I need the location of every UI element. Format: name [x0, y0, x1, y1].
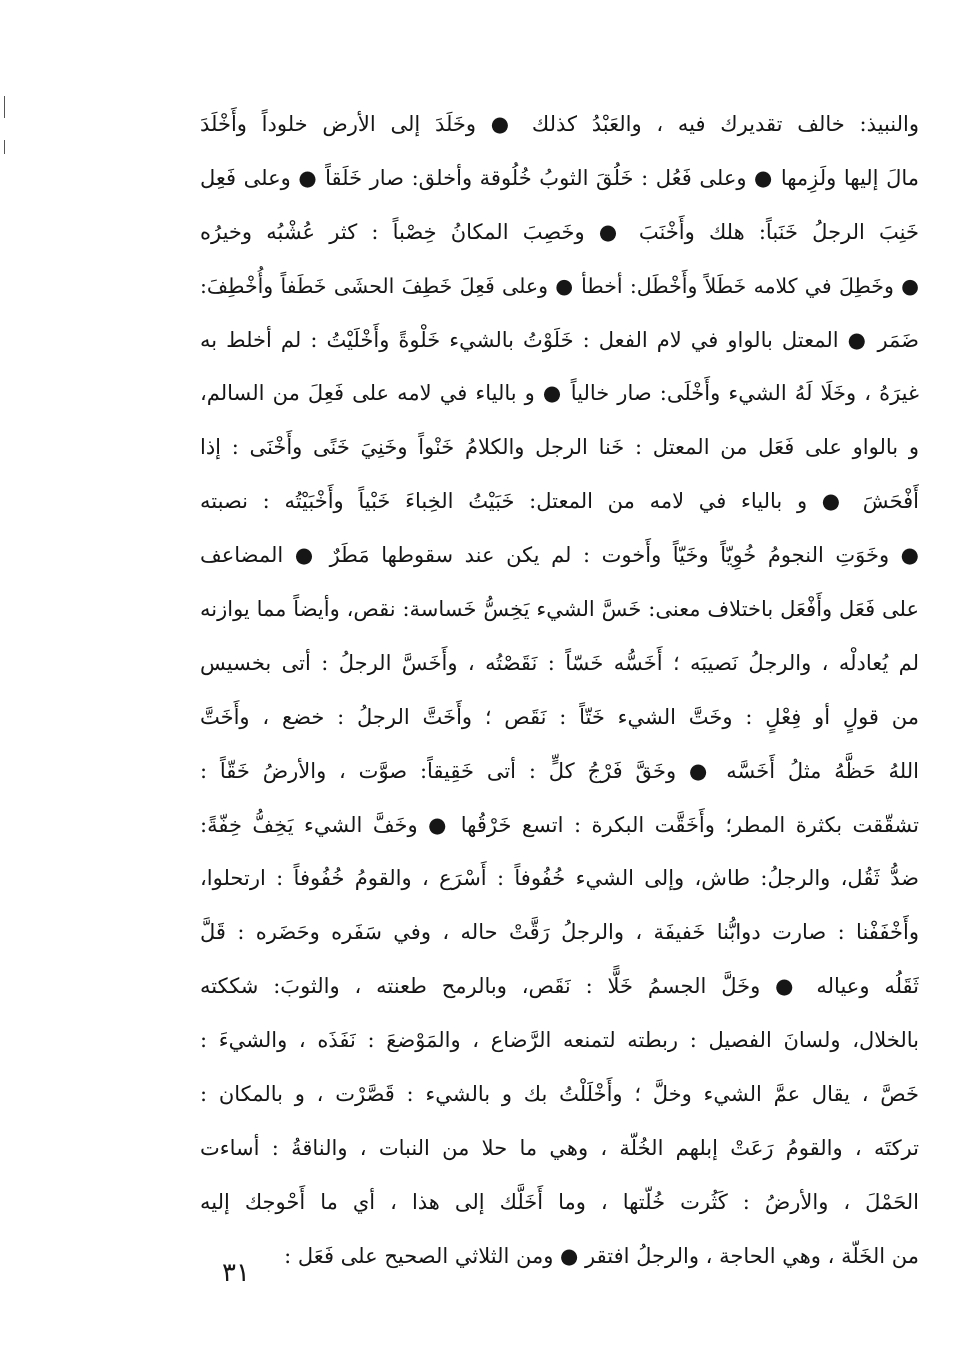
binding-mark	[4, 96, 5, 118]
text-line: الحَمْلَ ، والأرضُ : كَثُرت خُلّتها ، وما أَخَلَّك إلى هذا ، أي ما أَحْوجك إليه	[200, 1189, 919, 1214]
text-line: تشقّقت بكثرة المطر؛ وأَخَقَّت البكرة : اتسع خَرْقُها ● وخَفَّ الشيء يَخِفُّ خِفّةً:	[200, 812, 919, 837]
text-line: ثَقَلُه وعياله ● وخَلَّ الجسمُ خَلًّا : نَقَص، وبالرمح طعنته ، والثوبَ: شككته	[200, 974, 919, 999]
text-line: خَصَّ ، يقال عمَّ الشيء وخلَّ ؛ وأَخْلَلْتُ بك و بالشيء : قَصَّرْت ، و بالمكان :	[200, 1082, 919, 1107]
text-line: لم يُعادلْه ، والرجلُ نَصيبَه ؛ أَخَسُّه خَسّاً : نَقَصْتُه ، وأَخَسَّ الرجلُ : أتى بخسيس	[200, 650, 919, 675]
text-line: ● وخَوَتِ النجومُ خُوِيّاً وخَيّاً وأَخوت : لم يكن عند سقوطها مَطَرٌ ● المضاعف	[200, 543, 919, 568]
text-line: أَفْحَشَ ● و بالياء في لامه من المعتل: خَبَيْتُ الخِباءَ خَبْياً وأَخْبَيْتُه : نصبته	[200, 489, 919, 514]
page-number: ٣١	[222, 1258, 250, 1288]
text-line: و بالواو على فَعَل من المعتل : خَنا الرجل والكلامُ خَنْواً وخَنِيَ خَنًى وأَخْنَى : إذا	[200, 435, 919, 460]
text-line: ● وخَطِلَ في كلامه خَطَلاً وأَخْطَل: أخطأ ● وعلى فَعِلَ خَطِفَ الحشَى خَطَفاً وأُخْطِفَ:	[200, 273, 919, 298]
text-line: اللهُ حَظَّهُ مثلُ أَخَسَّه ● وخَقَّ فَرْجُ كلٍّ : أتى خَقِيقاً: صوَّت ، والأرضُ خَقّاً :	[200, 758, 919, 783]
text-line: بالخلال، ولسانَ الفصيل : ربطته لتمنعه الرَّضاع ، والمَوْضعَ : نَفَذَه ، والشيءَ :	[200, 1028, 919, 1053]
text-line: على فَعَل وأَفْعَل باختلاف معنى: خَسَّ الشيء يَخِسُّ خَساسة: نقص، وأيضاً مما يوازنه	[200, 597, 919, 622]
text-line: ضدُّ ثَقُل، والرجلُ: طاش، وإلى الشيء خُفُوفاً : أَسْرَع ، والقومُ خُفُوفاً : ارتحلوا،	[200, 866, 919, 891]
text-line: ضَمَر ● المعتل بالواو في لام الفعل : خَلَوْتُ بالشيء خَلْوةً وأَخْلَيْتُ : لم أخلط به	[200, 327, 919, 352]
text-line: والنبيذ: خالف تقديرك فيه ، والعَبْدُ كذلك ● وخَلَدَ إلى الأرض خلوداً وأَخْلَدَ	[200, 112, 919, 136]
page-text-block	[200, 98, 919, 1284]
text-line: مالَ إليها ولَزِمها ● وعلى فَعُل : خَلُقَ الثوبُ خُلُوقة وأخلق: صار خَلَقاً ● وعلى فَعِل	[200, 165, 919, 190]
text-line: تركتَه ، والقومُ رَعَتْ إبلهم الخُلّة ، وهي ما حلا من النبات ، والناقةُ : أساءت	[200, 1135, 919, 1160]
binding-edge-marks	[0, 0, 12, 1353]
text-line: خَنِبَ الرجلُ خَنَباً: هلك وأَخْنَبَ ● وخَصِبَ المكانُ خِصْباً : كثر عُشْبُه وخيرُه	[200, 219, 919, 244]
text-line: من قولٍ أو فِعْلٍ : وخَتَّ الشيء خَتّاً : نَقَص ؛ وأَخَتَّ الرجلُ : خضع ، وأَخَتَّ	[200, 704, 919, 729]
binding-mark	[4, 140, 5, 154]
text-line: غيرَهُ ، وخَلَا لَهُ الشيء وأَخْلَى: صار خالياً ● و بالياء في لامه على فَعِلَ من السالم،	[200, 381, 919, 406]
text-line: من الخَلّة ، وهي الحاجة ، والرجلُ افتقر ● ومن الثلاثي الصحيح على فَعَل :	[284, 1243, 919, 1268]
text-line: وأَخْفَفْنا : صارت دوابُّنا خَفيفَة ، والرجلُ رَقَّتْ حاله ، وفي سَفَره وحَضَره : قَلَّ	[200, 920, 919, 945]
